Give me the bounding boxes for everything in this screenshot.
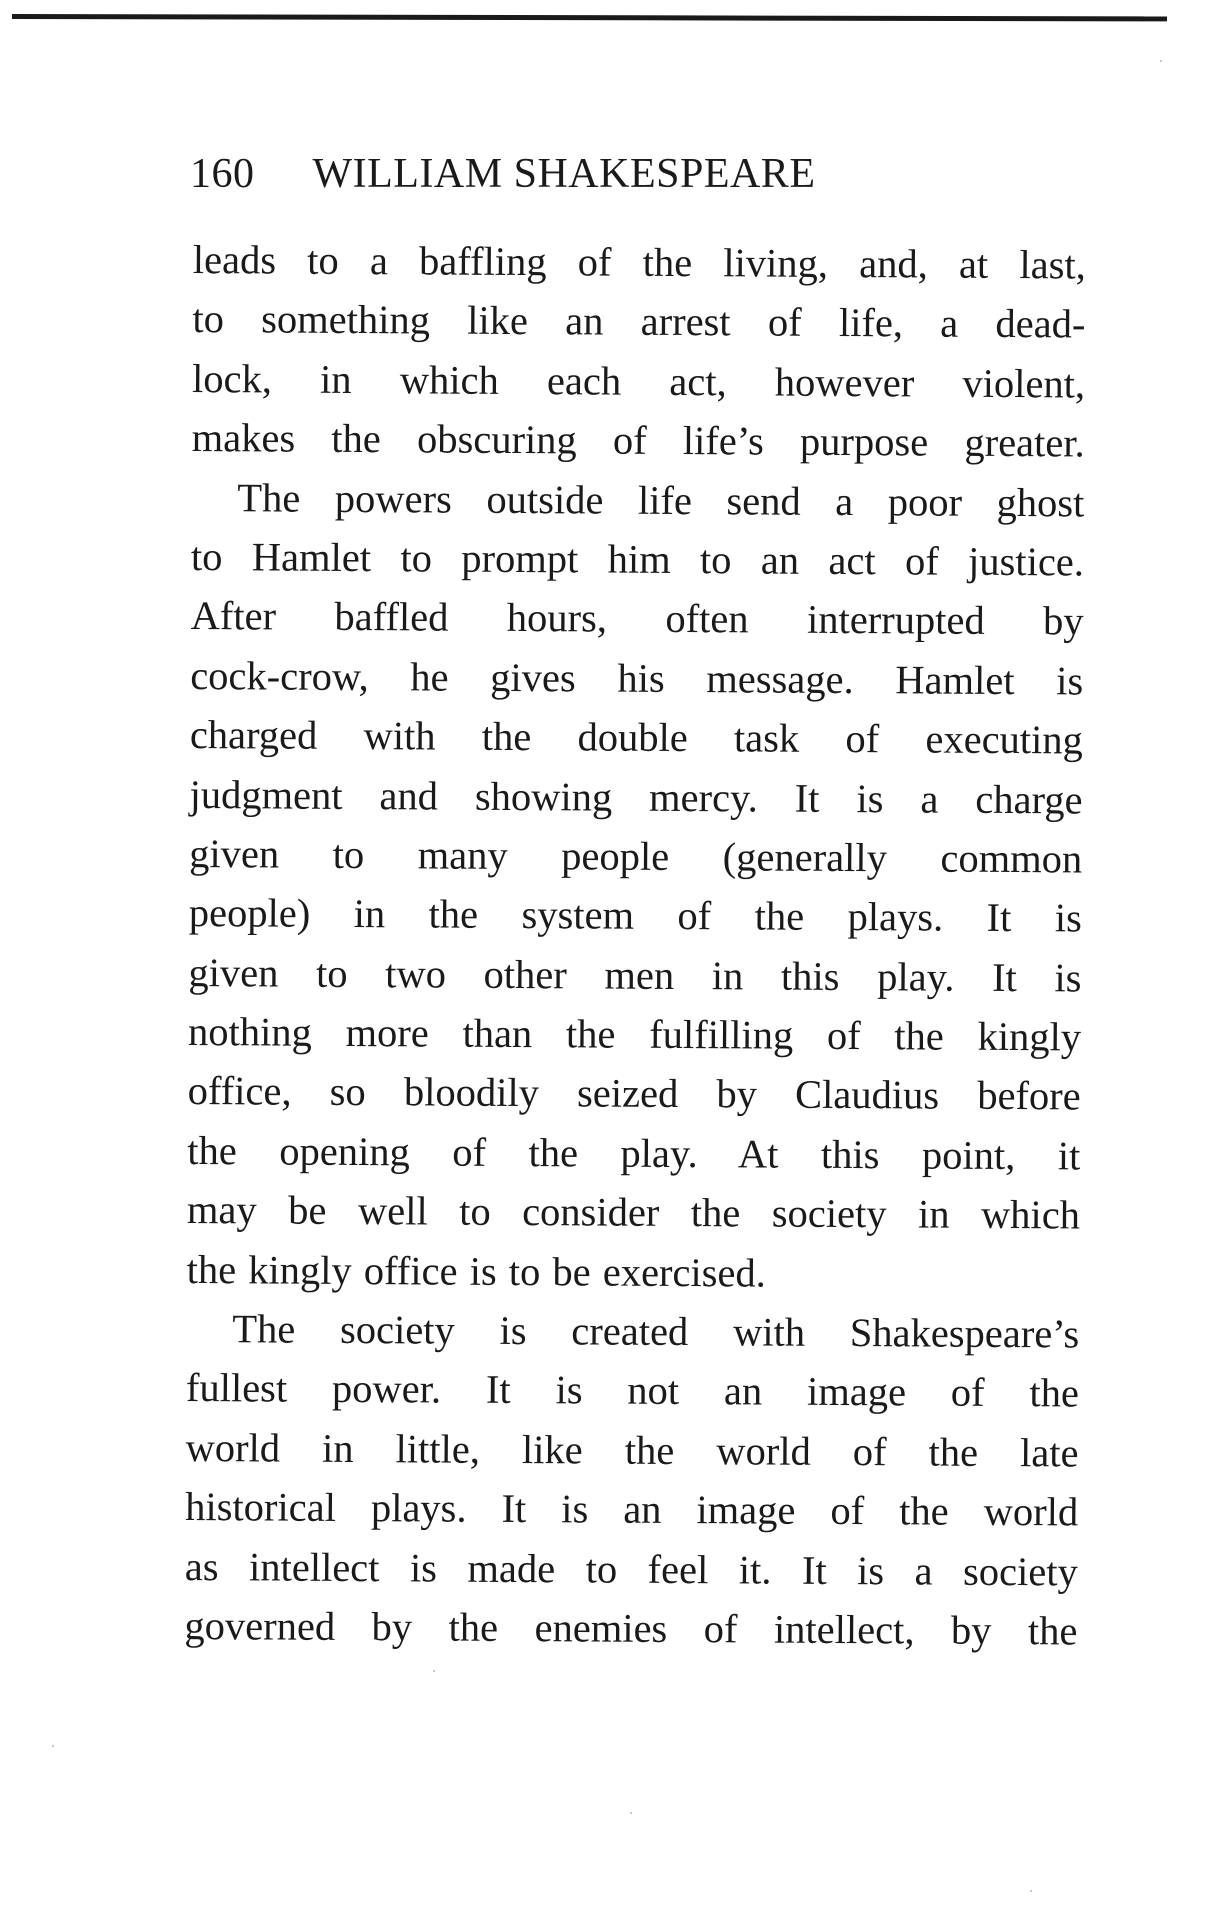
scan-speck	[52, 1745, 54, 1747]
text-line: leads to a baffling of the living, and, at last,	[192, 236, 1086, 288]
running-title: WILLIAM SHAKESPEARE	[312, 151, 816, 197]
scan-speck	[630, 1812, 632, 1814]
text-line: nothing more than the fulfilling of the kingly	[187, 1009, 1082, 1060]
page-number: 160	[190, 151, 255, 197]
scan-speck	[1160, 60, 1162, 62]
text-line: cock-crow, he gives his message. Hamlet is	[190, 652, 1084, 704]
text-line: to Hamlet to prompt him to an act of justice.	[190, 533, 1085, 585]
text-line: to something like an arrest of life, a dead-	[192, 296, 1086, 347]
text-line: may be well to consider the society in which	[186, 1187, 1081, 1238]
paragraph	[184, 1299, 1079, 1661]
text-line: fullest power. It is not an image of the	[185, 1365, 1080, 1416]
body-text	[184, 230, 1086, 1661]
text-line: The society is created with Shakespeare’s	[232, 1306, 1080, 1357]
text-line: the kingly office is to be exercised.	[186, 1246, 766, 1296]
text-line: The powers outside life send a poor ghost	[237, 474, 1085, 526]
text-line: judgment and showing mercy. It is a charge	[189, 771, 1083, 822]
running-head	[190, 150, 815, 198]
text-line: given to many people (generally common	[189, 830, 1083, 882]
scan-speck	[433, 1670, 435, 1672]
text-line: After baffled hours, often interrupted by	[190, 593, 1084, 644]
scan-speck	[1030, 1890, 1032, 1892]
text-line: lock, in which each act, however violent,	[191, 355, 1086, 407]
top-border-rule	[12, 14, 1167, 21]
paragraph	[192, 230, 1086, 473]
text-line: governed by the enemies of intellect, by the	[184, 1602, 1078, 1654]
text-line: office, so bloodily seized by Claudius before	[187, 1068, 1081, 1119]
text-line: world in little, like the world of the late	[185, 1424, 1079, 1476]
text-line: the opening of the play. At this point, it	[187, 1127, 1081, 1179]
text-line: historical plays. It is an image of the world	[185, 1484, 1079, 1535]
text-line: people) in the system of the plays. It is	[188, 890, 1082, 941]
text-line: given to two other men in this play. It is	[188, 949, 1082, 1001]
paragraph	[186, 468, 1084, 1305]
text-line: makes the obscuring of life’s purpose greater.	[191, 415, 1085, 466]
text-line: as intellect is made to feel it. It is a society	[184, 1543, 1078, 1595]
text-line: charged with the double task of executing	[189, 712, 1084, 763]
